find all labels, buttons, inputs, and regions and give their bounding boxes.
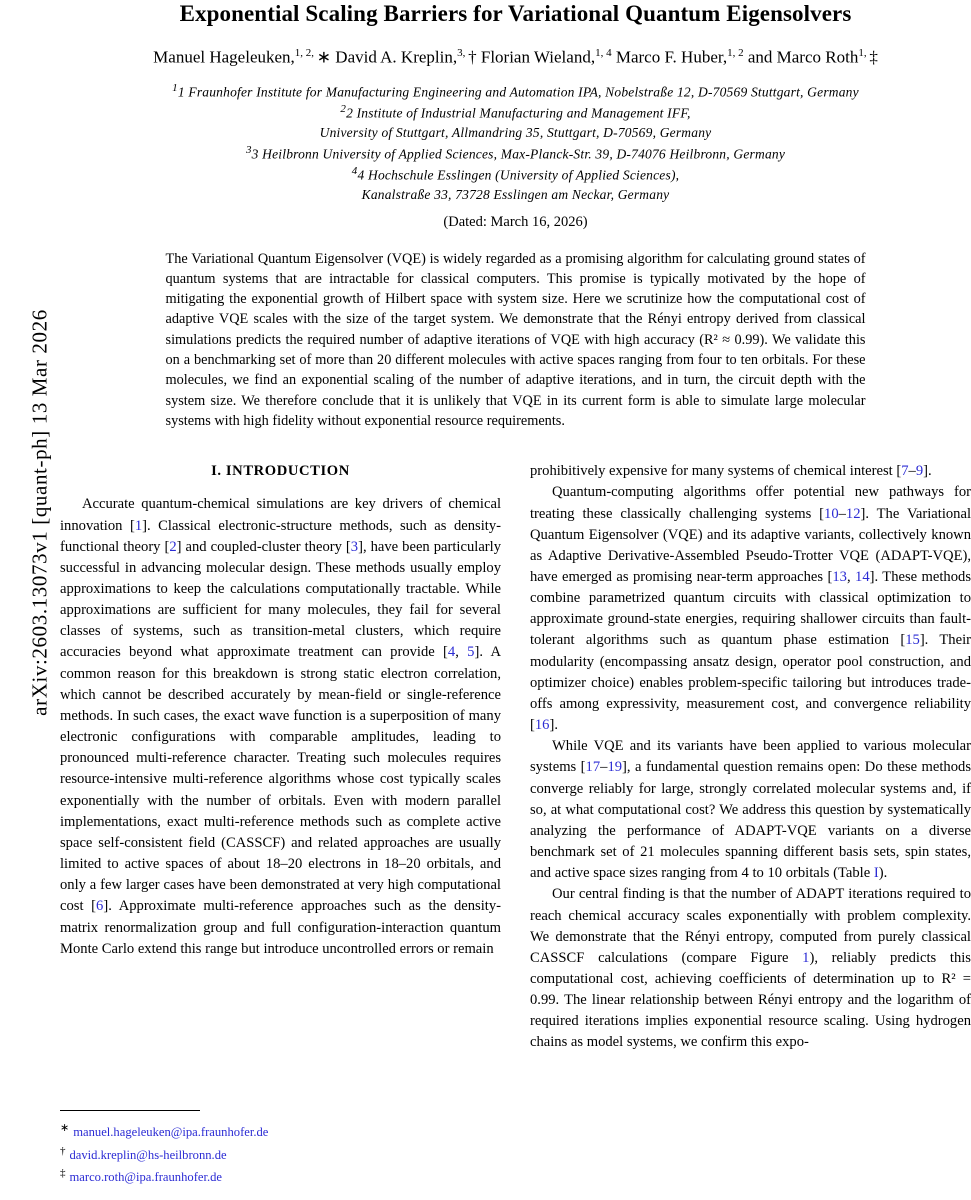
affiliation-line: $^4$4 Hochschule Esslingen (University of Applied Sciences),	[351, 164, 680, 183]
affiliation-line: Kanalstraße 33, 73728 Esslingen am Neckar, Germany	[361, 187, 670, 202]
footnote-symbol: ∗	[60, 1122, 70, 1134]
paper-content	[60, 0, 971, 1054]
affiliation-line: $^3$3 Heilbronn University of Applied Sciences, Max-Planck-Str. 39, D-74076 Heilbronn, Germany	[245, 143, 786, 162]
affiliation-line: University of Stuttgart, Allmandring 35, Stuttgart, D-70569, Germany	[319, 125, 712, 141]
affiliation-line: $^2$2 Institute of Industrial Manufacturing and Management IFF,	[340, 103, 691, 121]
footnote-email-link[interactable]: marco.roth@ipa.fraunhofer.de	[69, 1170, 223, 1185]
footnote-divider	[60, 1110, 200, 1111]
footnote-item	[60, 1165, 501, 1188]
paragraph: Quantum-computing algorithms offer potential new pathways for treating these classically challenging systems [10–12]. The Variational Quantum Eigensolver (VQE) and its adaptive variants, collectively known as Adaptive Derivative-Assembled Pseudo-Trotter VQE (ADAPT-VQE), have emerged as promising near-term approaches [13, 14]. These methods combine parametrized quantum circuits with classical optimization to approximate ground-state energies, requiring shallower circuits than fault-tolerant algorithms such as quantum phase estimation [15]. Their modularity (encompassing ansatz design, operator pool construction, and optimizer choice) enables problem-specific tailoring but introduces trade-offs among expressivity, measurement cost, and convergence reliability [16].	[530, 484, 971, 734]
paragraph: While VQE and its variants have been applied to various molecular systems [17–19], a fundamental question remains open: Do these methods converge reliably for large, strongly correlated molecular systems and, if so, at what computational cost? We address this question by systematically analyzing the performance of ADAPT-VQE variants on a diverse benchmark set of 21 molecules spanning different basis sets, spin states, and active space sizes ranging from 4 to 10 orbitals (Table I).	[530, 738, 971, 882]
left-column	[60, 461, 501, 1053]
paragraph: Accurate quantum-chemical simulations are key drivers of chemical innovation [1]. Classical electronic-structure methods, such as density-functional theory [2] and coupled-cluster theory [3], have been particularly successful in advancing molecular design. These methods usually employ approximations to keep the calculations computationally tractable. While approximations are sufficient for many molecules, they fail for several classes of systems, such as transition-metal clusters, which require accuracies beyond what approximate treatment can provide [4, 5]. A common reason for this breakdown is strong static electron correlation, which cannot be described accurately by mean-field or single-reference methods. In such cases, the exact wave function is a superposition of many electronic configurations with comparable amplitudes, leading to pronounced multi-reference character. Treating such molecules requires resource-intensive multi-reference algorithms whose cost typically scales exponentially with the number of orbitals. Even with modern parallel implementations, exact multi-reference methods such as complete active space self-consistent field (CASSCF) and related approaches are usually limited to active spaces of about 18–20 electrons in 18–20 orbitals, and only a few larger cases have been demonstrated at very high computational cost [6]. Approximate multi-reference approaches such as the density-matrix renormalization group and full configuration-interaction quantum Monte Carlo extend this range but introduce uncontrolled errors or remain	[60, 496, 502, 957]
footnote-symbol: ‡	[60, 1167, 66, 1180]
footnote-item	[60, 1143, 501, 1166]
paragraph: prohibitively expensive for many systems of chemical interest [7–9].	[530, 463, 932, 480]
two-column-body	[60, 461, 971, 1053]
paragraph: Our central finding is that the number of ADAPT iterations required to reach chemical accuracy scales exponentially with problem complexity. We demonstrate that the Rényi entropy, computed from purely classical CASSCF calculations (compare Figure 1), reliably predicts this computational cost, achieving coefficients of determination up to R² = 0.99. The linear relationship between Rényi entropy and the logarithm of required iterations implies exponential resource scaling. Using hydrogen chains as model systems, we confirm this expo-	[530, 886, 971, 1051]
date-line: (Dated: March 16, 2026)	[443, 213, 588, 230]
arxiv-identifier-stamp: arXiv:2603.13073v1 [quant-ph] 13 Mar 2026	[27, 309, 52, 716]
author-list: Manuel Hageleuken,$^{1, 2,}$ ∗ David A. Kreplin,$^{3,}$ † Florian Wieland,$^{1, 4}$ Marco F. Huber,$^{1, 2}$ and Marco Roth$^{1,}$ ‡	[153, 46, 878, 67]
page-title: Exponential Scaling Barriers for Variational Quantum Eigensolvers	[179, 1, 852, 26]
affiliations	[60, 81, 971, 204]
section-heading-introduction: I. INTRODUCTION	[211, 463, 350, 480]
footnote-email-link[interactable]: manuel.hageleuken@ipa.fraunhofer.de	[73, 1125, 269, 1140]
footnote-area	[60, 1110, 501, 1188]
affiliation-line: $^1$1 Fraunhofer Institute for Manufacturing Engineering and Automation IPA, Nobelstraße 12, D-70569 Stuttgart, Germany	[172, 82, 859, 100]
abstract-text: The Variational Quantum Eigensolver (VQE) is widely regarded as a promising algorithm for calculating ground states of quantum systems that are intractable for classical computers. This promise is typically motivated by the hope of mitigating the exponential growth of Hilbert space with system size. Here we scrutinize how the computational cost of adaptive VQE scales with the size of the target system. We demonstrate that the Rényi entropy derived from classical simulations predicts the required number of adaptive iterations of VQE with high accuracy (R² ≈ 0.99). We validate this on a benchmarking set of more than 20 different molecules with active spaces ranging from four to ten orbitals. For these molecules, we find an exponential scaling of the number of adaptive iterations, and in turn, the circuit depth with the system size. We therefore conclude that it is unlikely that VQE in its current form is able to simulate large molecular systems with high fidelity without exponential resource requirements.	[165, 250, 866, 429]
footnote-email-link[interactable]: david.kreplin@hs-heilbronn.de	[69, 1147, 227, 1162]
footnote-symbol: †	[60, 1144, 66, 1157]
right-column	[530, 461, 971, 1053]
footnote-item	[60, 1120, 501, 1143]
